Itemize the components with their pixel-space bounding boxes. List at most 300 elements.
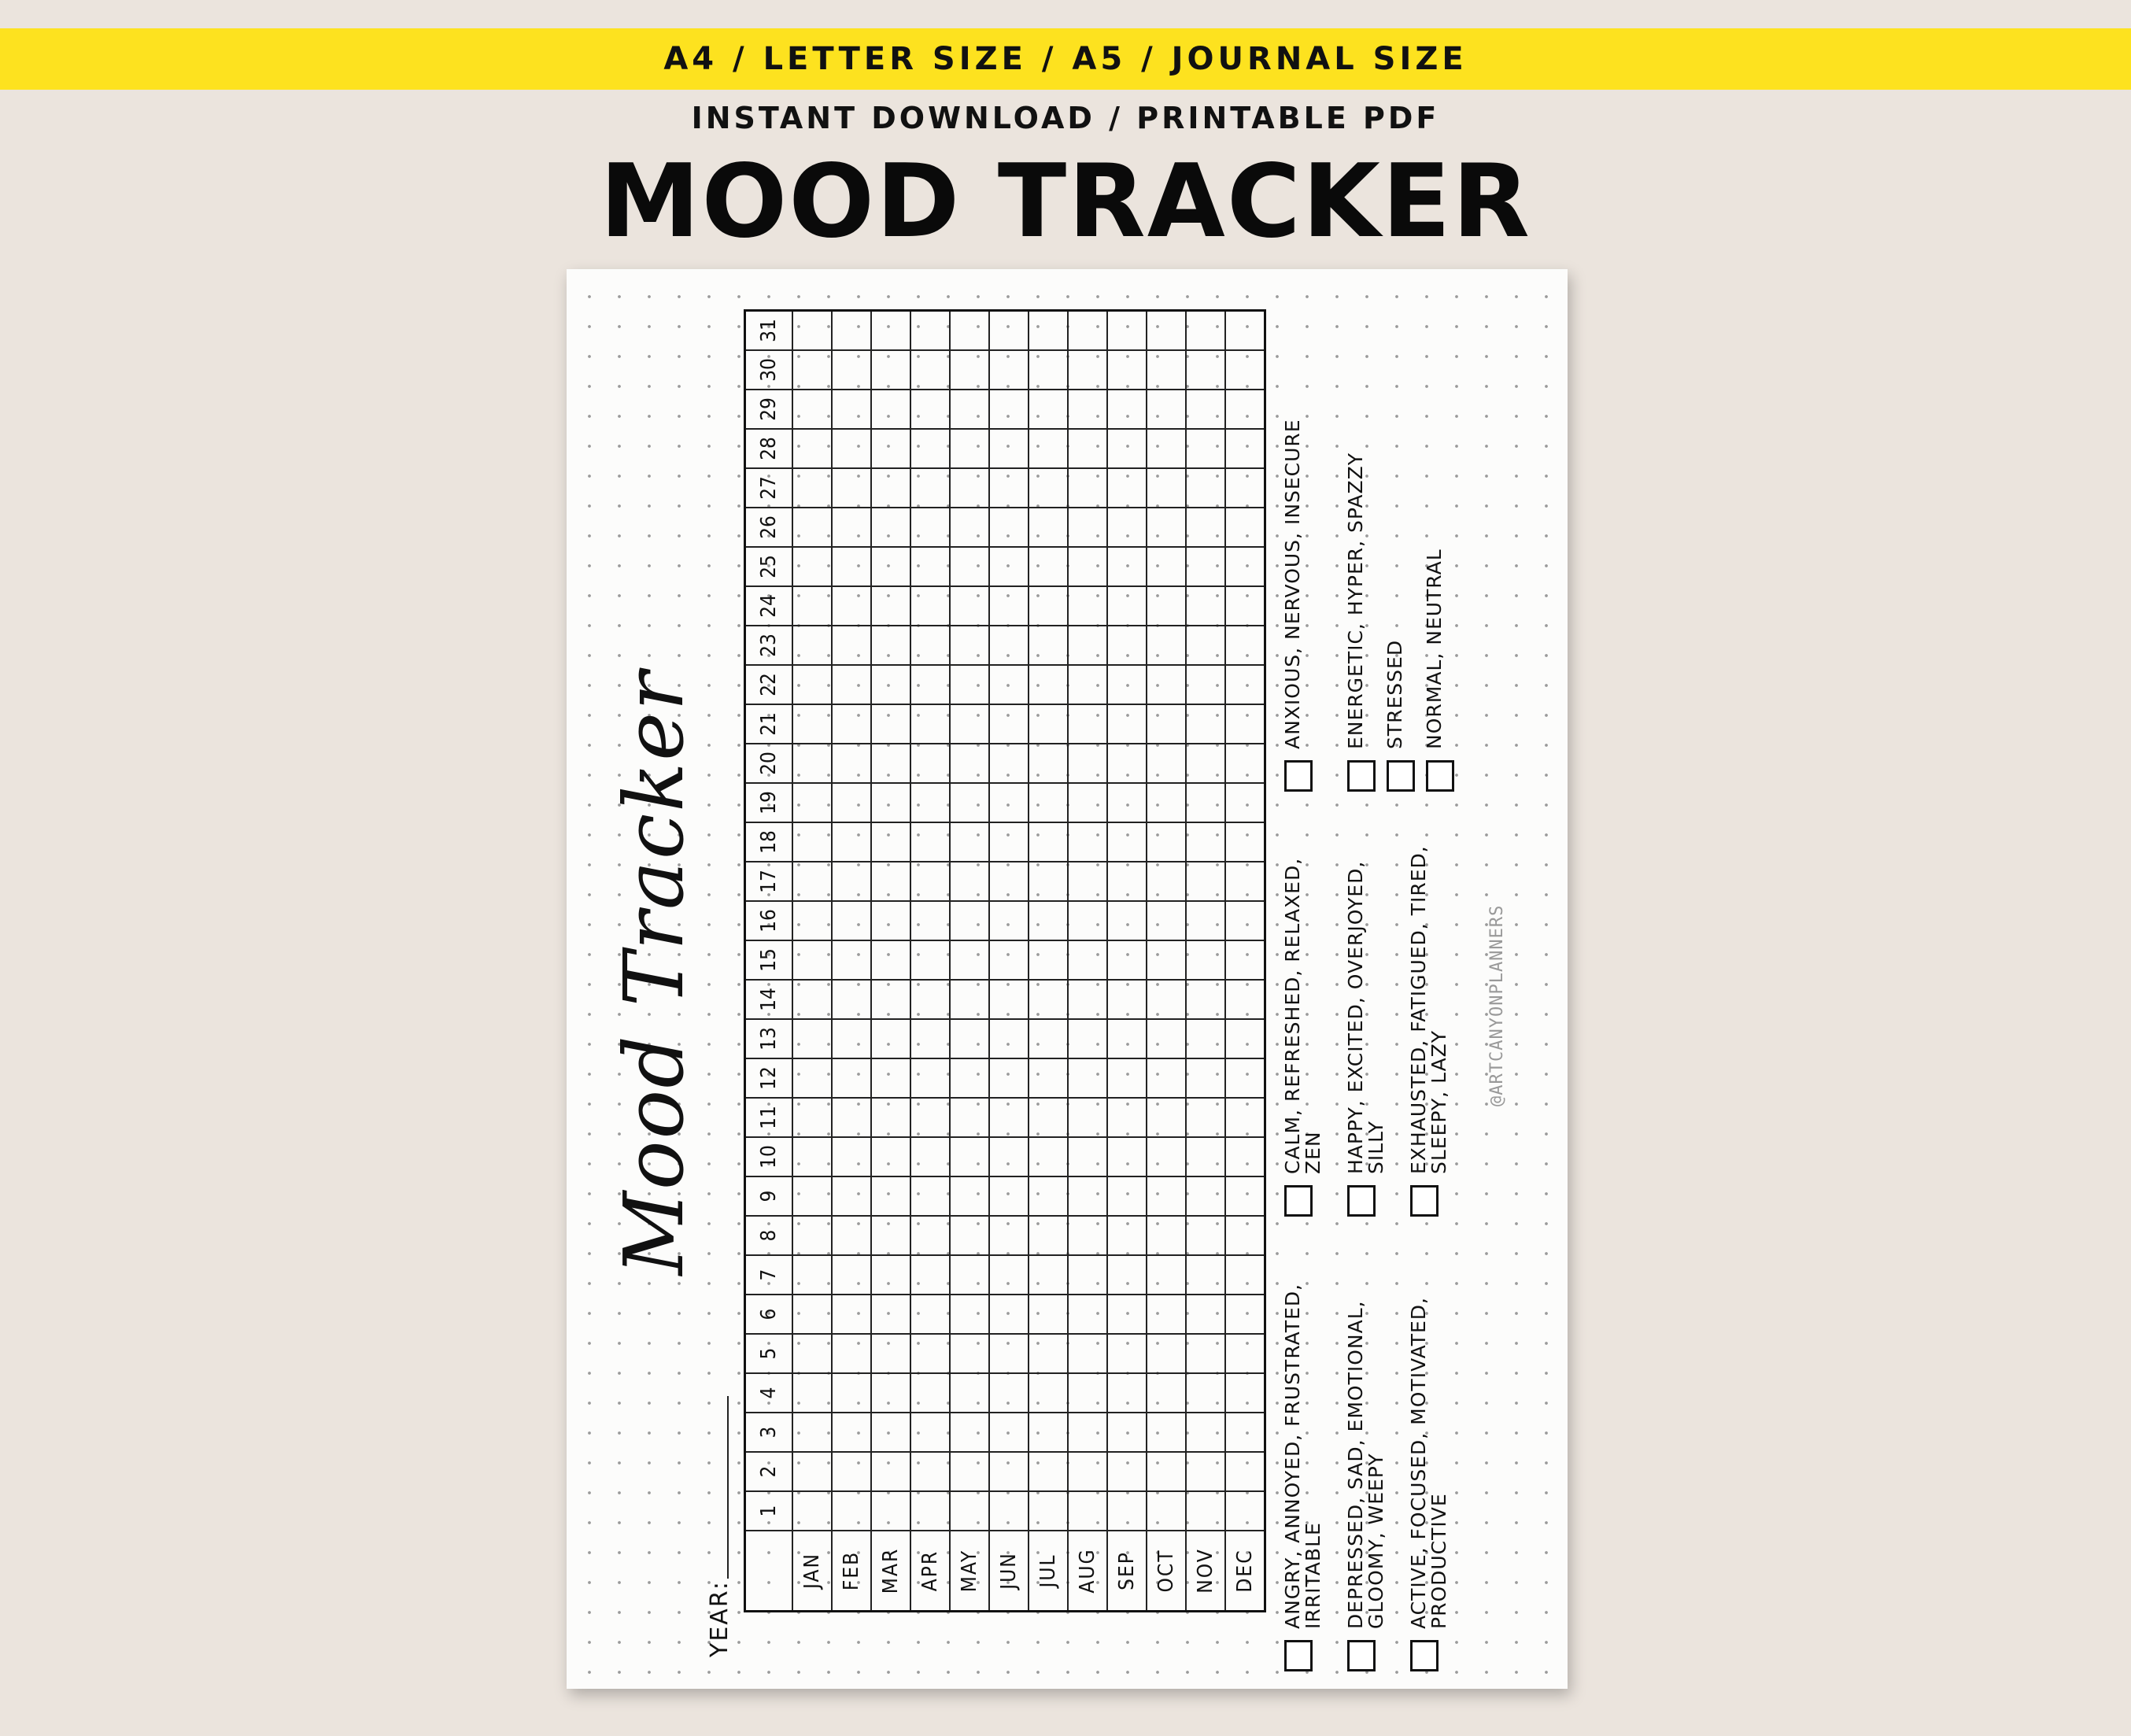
mood-cell[interactable]	[989, 1334, 1029, 1373]
mood-cell[interactable]	[1225, 350, 1265, 390]
mood-cell[interactable]	[871, 586, 910, 626]
mood-cell[interactable]	[1186, 1413, 1225, 1452]
mood-cell[interactable]	[989, 980, 1029, 1019]
mood-cell[interactable]	[1068, 1413, 1107, 1452]
mood-cell[interactable]	[1107, 508, 1147, 547]
mood-cell[interactable]	[1029, 350, 1068, 390]
mood-cell[interactable]	[1068, 1058, 1107, 1098]
mood-cell[interactable]	[1068, 1255, 1107, 1295]
mood-cell[interactable]	[1029, 783, 1068, 822]
mood-cell[interactable]	[832, 744, 871, 783]
mood-cell[interactable]	[832, 429, 871, 468]
mood-cell[interactable]	[989, 862, 1029, 901]
mood-cell[interactable]	[871, 311, 910, 351]
mood-cell[interactable]	[1186, 1334, 1225, 1373]
mood-cell[interactable]	[1147, 508, 1186, 547]
mood-cell[interactable]	[1107, 980, 1147, 1019]
mood-cell[interactable]	[1225, 822, 1265, 862]
mood-cell[interactable]	[871, 980, 910, 1019]
mood-cell[interactable]	[1147, 626, 1186, 665]
mood-cell[interactable]	[989, 1452, 1029, 1491]
mood-cell[interactable]	[950, 626, 989, 665]
mood-cell[interactable]	[832, 1255, 871, 1295]
mood-cell[interactable]	[792, 1019, 832, 1058]
mood-cell[interactable]	[1029, 862, 1068, 901]
mood-cell[interactable]	[871, 1216, 910, 1255]
mood-cell[interactable]	[1186, 1373, 1225, 1413]
mood-cell[interactable]	[871, 429, 910, 468]
mood-cell[interactable]	[1186, 350, 1225, 390]
mood-cell[interactable]	[950, 1019, 989, 1058]
mood-cell[interactable]	[792, 1413, 832, 1452]
mood-cell[interactable]	[1225, 1491, 1265, 1531]
mood-cell[interactable]	[989, 665, 1029, 704]
mood-cell[interactable]	[792, 704, 832, 744]
mood-cell[interactable]	[1225, 1098, 1265, 1137]
mood-cell[interactable]	[1186, 1295, 1225, 1334]
mood-cell[interactable]	[910, 1491, 950, 1531]
mood-cell[interactable]	[1186, 940, 1225, 980]
mood-cell[interactable]	[1029, 1098, 1068, 1137]
mood-cell[interactable]	[1107, 1058, 1147, 1098]
legend-checkbox[interactable]	[1284, 760, 1313, 792]
mood-cell[interactable]	[1225, 901, 1265, 940]
mood-cell[interactable]	[950, 901, 989, 940]
mood-cell[interactable]	[1068, 626, 1107, 665]
mood-cell[interactable]	[1147, 1137, 1186, 1176]
mood-cell[interactable]	[910, 744, 950, 783]
mood-cell[interactable]	[1225, 626, 1265, 665]
mood-cell[interactable]	[871, 822, 910, 862]
mood-cell[interactable]	[950, 1137, 989, 1176]
mood-cell[interactable]	[1029, 704, 1068, 744]
mood-cell[interactable]	[1186, 1098, 1225, 1137]
mood-cell[interactable]	[832, 468, 871, 508]
mood-cell[interactable]	[832, 1019, 871, 1058]
mood-cell[interactable]	[1029, 547, 1068, 586]
mood-cell[interactable]	[792, 940, 832, 980]
mood-cell[interactable]	[1107, 1373, 1147, 1413]
mood-cell[interactable]	[989, 1255, 1029, 1295]
mood-cell[interactable]	[1186, 311, 1225, 351]
mood-cell[interactable]	[950, 586, 989, 626]
mood-cell[interactable]	[1029, 901, 1068, 940]
mood-cell[interactable]	[1107, 1019, 1147, 1058]
mood-cell[interactable]	[792, 1295, 832, 1334]
mood-cell[interactable]	[1147, 980, 1186, 1019]
mood-cell[interactable]	[1068, 665, 1107, 704]
mood-cell[interactable]	[910, 1373, 950, 1413]
mood-cell[interactable]	[910, 1176, 950, 1216]
mood-cell[interactable]	[1107, 1216, 1147, 1255]
mood-cell[interactable]	[1225, 704, 1265, 744]
legend-checkbox[interactable]	[1410, 1185, 1439, 1217]
mood-cell[interactable]	[1029, 744, 1068, 783]
mood-cell[interactable]	[1147, 311, 1186, 351]
mood-cell[interactable]	[792, 1255, 832, 1295]
mood-cell[interactable]	[1225, 429, 1265, 468]
mood-cell[interactable]	[832, 1216, 871, 1255]
mood-cell[interactable]	[1225, 1019, 1265, 1058]
mood-cell[interactable]	[1068, 1373, 1107, 1413]
mood-cell[interactable]	[1186, 1058, 1225, 1098]
mood-cell[interactable]	[1225, 665, 1265, 704]
legend-checkbox[interactable]	[1347, 1185, 1376, 1217]
mood-cell[interactable]	[1186, 468, 1225, 508]
mood-cell[interactable]	[792, 1176, 832, 1216]
mood-cell[interactable]	[950, 744, 989, 783]
mood-cell[interactable]	[871, 862, 910, 901]
mood-cell[interactable]	[1225, 744, 1265, 783]
mood-cell[interactable]	[950, 665, 989, 704]
mood-cell[interactable]	[1225, 1176, 1265, 1216]
mood-cell[interactable]	[871, 1176, 910, 1216]
mood-cell[interactable]	[1225, 390, 1265, 429]
mood-cell[interactable]	[1147, 1334, 1186, 1373]
mood-cell[interactable]	[1068, 862, 1107, 901]
mood-cell[interactable]	[910, 822, 950, 862]
mood-cell[interactable]	[1147, 783, 1186, 822]
mood-cell[interactable]	[1107, 783, 1147, 822]
mood-cell[interactable]	[989, 1216, 1029, 1255]
mood-cell[interactable]	[910, 1413, 950, 1452]
mood-cell[interactable]	[1225, 1255, 1265, 1295]
mood-cell[interactable]	[1068, 1137, 1107, 1176]
mood-cell[interactable]	[1186, 586, 1225, 626]
mood-cell[interactable]	[1107, 1491, 1147, 1531]
mood-cell[interactable]	[792, 862, 832, 901]
mood-cell[interactable]	[1068, 1452, 1107, 1491]
mood-cell[interactable]	[1186, 980, 1225, 1019]
mood-cell[interactable]	[832, 350, 871, 390]
mood-cell[interactable]	[910, 1295, 950, 1334]
mood-cell[interactable]	[832, 1413, 871, 1452]
mood-cell[interactable]	[910, 783, 950, 822]
legend-checkbox[interactable]	[1347, 760, 1376, 792]
mood-cell[interactable]	[1186, 1491, 1225, 1531]
mood-cell[interactable]	[1029, 1295, 1068, 1334]
mood-cell[interactable]	[1107, 1452, 1147, 1491]
mood-cell[interactable]	[1147, 1452, 1186, 1491]
mood-cell[interactable]	[989, 350, 1029, 390]
mood-cell[interactable]	[1225, 1334, 1265, 1373]
mood-cell[interactable]	[989, 1373, 1029, 1413]
mood-cell[interactable]	[1068, 1019, 1107, 1058]
mood-cell[interactable]	[1186, 1019, 1225, 1058]
mood-cell[interactable]	[1225, 586, 1265, 626]
mood-cell[interactable]	[871, 547, 910, 586]
mood-cell[interactable]	[1147, 1255, 1186, 1295]
mood-cell[interactable]	[950, 508, 989, 547]
mood-cell[interactable]	[792, 783, 832, 822]
mood-cell[interactable]	[1186, 626, 1225, 665]
mood-cell[interactable]	[1147, 1176, 1186, 1216]
mood-cell[interactable]	[1068, 1491, 1107, 1531]
mood-cell[interactable]	[950, 429, 989, 468]
mood-cell[interactable]	[989, 429, 1029, 468]
mood-cell[interactable]	[1147, 547, 1186, 586]
mood-cell[interactable]	[832, 1373, 871, 1413]
mood-cell[interactable]	[792, 901, 832, 940]
mood-cell[interactable]	[1225, 1216, 1265, 1255]
mood-cell[interactable]	[1107, 429, 1147, 468]
mood-cell[interactable]	[1068, 822, 1107, 862]
mood-cell[interactable]	[1186, 704, 1225, 744]
legend-checkbox[interactable]	[1284, 1640, 1313, 1671]
mood-cell[interactable]	[871, 1058, 910, 1098]
mood-cell[interactable]	[871, 1137, 910, 1176]
mood-cell[interactable]	[1147, 1373, 1186, 1413]
mood-cell[interactable]	[1068, 1295, 1107, 1334]
mood-cell[interactable]	[832, 940, 871, 980]
mood-cell[interactable]	[792, 1216, 832, 1255]
mood-cell[interactable]	[871, 1334, 910, 1373]
mood-cell[interactable]	[1107, 744, 1147, 783]
mood-cell[interactable]	[832, 980, 871, 1019]
mood-cell[interactable]	[871, 1452, 910, 1491]
mood-cell[interactable]	[1107, 586, 1147, 626]
mood-cell[interactable]	[1107, 547, 1147, 586]
mood-cell[interactable]	[910, 1098, 950, 1137]
mood-cell[interactable]	[1068, 429, 1107, 468]
mood-cell[interactable]	[832, 1334, 871, 1373]
mood-cell[interactable]	[1068, 1334, 1107, 1373]
mood-cell[interactable]	[989, 1491, 1029, 1531]
mood-cell[interactable]	[950, 1413, 989, 1452]
mood-cell[interactable]	[1147, 350, 1186, 390]
mood-cell[interactable]	[792, 429, 832, 468]
mood-cell[interactable]	[910, 626, 950, 665]
mood-cell[interactable]	[910, 901, 950, 940]
mood-cell[interactable]	[1107, 704, 1147, 744]
mood-cell[interactable]	[792, 311, 832, 351]
mood-cell[interactable]	[1068, 390, 1107, 429]
mood-cell[interactable]	[871, 1373, 910, 1413]
mood-cell[interactable]	[950, 390, 989, 429]
mood-cell[interactable]	[910, 1216, 950, 1255]
mood-cell[interactable]	[832, 783, 871, 822]
mood-cell[interactable]	[910, 980, 950, 1019]
mood-cell[interactable]	[1107, 940, 1147, 980]
mood-cell[interactable]	[1029, 311, 1068, 351]
mood-cell[interactable]	[871, 1255, 910, 1295]
mood-cell[interactable]	[832, 390, 871, 429]
mood-cell[interactable]	[1107, 1176, 1147, 1216]
mood-cell[interactable]	[832, 1137, 871, 1176]
mood-cell[interactable]	[1029, 1255, 1068, 1295]
mood-cell[interactable]	[832, 862, 871, 901]
mood-cell[interactable]	[1107, 1137, 1147, 1176]
mood-cell[interactable]	[950, 1491, 989, 1531]
mood-cell[interactable]	[910, 1452, 950, 1491]
mood-cell[interactable]	[950, 822, 989, 862]
mood-cell[interactable]	[1029, 1334, 1068, 1373]
mood-cell[interactable]	[792, 586, 832, 626]
mood-cell[interactable]	[1147, 665, 1186, 704]
mood-cell[interactable]	[1186, 1452, 1225, 1491]
mood-cell[interactable]	[910, 350, 950, 390]
mood-cell[interactable]	[1186, 665, 1225, 704]
mood-cell[interactable]	[1068, 1216, 1107, 1255]
mood-cell[interactable]	[792, 980, 832, 1019]
mood-cell[interactable]	[832, 1176, 871, 1216]
mood-cell[interactable]	[1225, 508, 1265, 547]
mood-cell[interactable]	[792, 350, 832, 390]
mood-cell[interactable]	[1225, 1373, 1265, 1413]
mood-cell[interactable]	[950, 350, 989, 390]
mood-cell[interactable]	[989, 586, 1029, 626]
mood-cell[interactable]	[910, 1058, 950, 1098]
mood-cell[interactable]	[792, 1452, 832, 1491]
mood-cell[interactable]	[832, 1491, 871, 1531]
mood-cell[interactable]	[1029, 1058, 1068, 1098]
mood-cell[interactable]	[1029, 586, 1068, 626]
mood-cell[interactable]	[832, 704, 871, 744]
mood-cell[interactable]	[871, 665, 910, 704]
mood-cell[interactable]	[871, 783, 910, 822]
mood-cell[interactable]	[1029, 1491, 1068, 1531]
mood-cell[interactable]	[989, 744, 1029, 783]
mood-cell[interactable]	[950, 704, 989, 744]
mood-cell[interactable]	[1107, 390, 1147, 429]
mood-cell[interactable]	[792, 1137, 832, 1176]
mood-cell[interactable]	[1186, 547, 1225, 586]
mood-cell[interactable]	[1186, 390, 1225, 429]
mood-cell[interactable]	[1029, 508, 1068, 547]
mood-cell[interactable]	[910, 1137, 950, 1176]
mood-cell[interactable]	[1029, 822, 1068, 862]
mood-cell[interactable]	[989, 626, 1029, 665]
mood-cell[interactable]	[950, 547, 989, 586]
mood-cell[interactable]	[989, 1137, 1029, 1176]
mood-cell[interactable]	[1186, 1255, 1225, 1295]
mood-cell[interactable]	[792, 822, 832, 862]
mood-cell[interactable]	[871, 626, 910, 665]
mood-cell[interactable]	[1147, 1491, 1186, 1531]
mood-cell[interactable]	[910, 1255, 950, 1295]
mood-cell[interactable]	[1029, 665, 1068, 704]
mood-cell[interactable]	[950, 783, 989, 822]
mood-cell[interactable]	[950, 1176, 989, 1216]
legend-checkbox[interactable]	[1387, 760, 1415, 792]
mood-cell[interactable]	[1107, 350, 1147, 390]
mood-cell[interactable]	[792, 508, 832, 547]
mood-cell[interactable]	[1147, 1216, 1186, 1255]
mood-cell[interactable]	[950, 1058, 989, 1098]
legend-checkbox[interactable]	[1284, 1185, 1313, 1217]
mood-cell[interactable]	[1186, 744, 1225, 783]
mood-cell[interactable]	[1029, 390, 1068, 429]
mood-cell[interactable]	[1029, 1019, 1068, 1058]
mood-cell[interactable]	[950, 1216, 989, 1255]
mood-cell[interactable]	[1147, 822, 1186, 862]
mood-cell[interactable]	[1068, 783, 1107, 822]
mood-cell[interactable]	[950, 862, 989, 901]
mood-cell[interactable]	[1225, 1452, 1265, 1491]
mood-cell[interactable]	[832, 665, 871, 704]
mood-cell[interactable]	[1147, 1295, 1186, 1334]
mood-cell[interactable]	[989, 468, 1029, 508]
mood-cell[interactable]	[871, 1491, 910, 1531]
mood-cell[interactable]	[871, 508, 910, 547]
mood-cell[interactable]	[989, 704, 1029, 744]
mood-cell[interactable]	[989, 1176, 1029, 1216]
mood-cell[interactable]	[1068, 704, 1107, 744]
mood-cell[interactable]	[792, 1373, 832, 1413]
mood-cell[interactable]	[871, 1098, 910, 1137]
mood-cell[interactable]	[950, 1295, 989, 1334]
mood-cell[interactable]	[832, 1295, 871, 1334]
mood-cell[interactable]	[832, 311, 871, 351]
mood-cell[interactable]	[989, 508, 1029, 547]
mood-cell[interactable]	[1225, 783, 1265, 822]
mood-cell[interactable]	[792, 665, 832, 704]
legend-checkbox[interactable]	[1347, 1640, 1376, 1671]
mood-cell[interactable]	[950, 468, 989, 508]
mood-cell[interactable]	[832, 586, 871, 626]
mood-cell[interactable]	[1068, 508, 1107, 547]
mood-cell[interactable]	[1029, 429, 1068, 468]
mood-cell[interactable]	[989, 822, 1029, 862]
mood-cell[interactable]	[1186, 783, 1225, 822]
mood-cell[interactable]	[871, 901, 910, 940]
mood-cell[interactable]	[910, 704, 950, 744]
mood-cell[interactable]	[1029, 1452, 1068, 1491]
mood-cell[interactable]	[950, 980, 989, 1019]
mood-cell[interactable]	[1107, 1295, 1147, 1334]
legend-checkbox[interactable]	[1410, 1640, 1439, 1671]
mood-cell[interactable]	[1147, 940, 1186, 980]
mood-cell[interactable]	[1147, 901, 1186, 940]
mood-cell[interactable]	[1147, 862, 1186, 901]
mood-cell[interactable]	[1186, 901, 1225, 940]
mood-cell[interactable]	[1147, 468, 1186, 508]
mood-cell[interactable]	[989, 390, 1029, 429]
mood-cell[interactable]	[792, 1098, 832, 1137]
mood-cell[interactable]	[989, 1295, 1029, 1334]
mood-cell[interactable]	[910, 940, 950, 980]
mood-cell[interactable]	[910, 665, 950, 704]
mood-cell[interactable]	[910, 390, 950, 429]
mood-cell[interactable]	[989, 1098, 1029, 1137]
mood-cell[interactable]	[989, 311, 1029, 351]
mood-cell[interactable]	[1068, 940, 1107, 980]
mood-cell[interactable]	[1147, 1058, 1186, 1098]
mood-cell[interactable]	[1068, 350, 1107, 390]
mood-cell[interactable]	[910, 1334, 950, 1373]
mood-cell[interactable]	[950, 940, 989, 980]
mood-cell[interactable]	[871, 390, 910, 429]
mood-cell[interactable]	[1107, 626, 1147, 665]
mood-cell[interactable]	[1107, 311, 1147, 351]
mood-cell[interactable]	[1068, 1176, 1107, 1216]
mood-cell[interactable]	[832, 1058, 871, 1098]
mood-cell[interactable]	[1147, 744, 1186, 783]
mood-cell[interactable]	[1225, 940, 1265, 980]
mood-cell[interactable]	[910, 468, 950, 508]
mood-cell[interactable]	[1225, 547, 1265, 586]
mood-cell[interactable]	[871, 468, 910, 508]
mood-cell[interactable]	[871, 350, 910, 390]
mood-cell[interactable]	[950, 311, 989, 351]
mood-cell[interactable]	[1147, 429, 1186, 468]
mood-cell[interactable]	[910, 311, 950, 351]
mood-cell[interactable]	[792, 1334, 832, 1373]
mood-cell[interactable]	[989, 1019, 1029, 1058]
mood-cell[interactable]	[792, 468, 832, 508]
mood-cell[interactable]	[1186, 1216, 1225, 1255]
mood-cell[interactable]	[1225, 1295, 1265, 1334]
